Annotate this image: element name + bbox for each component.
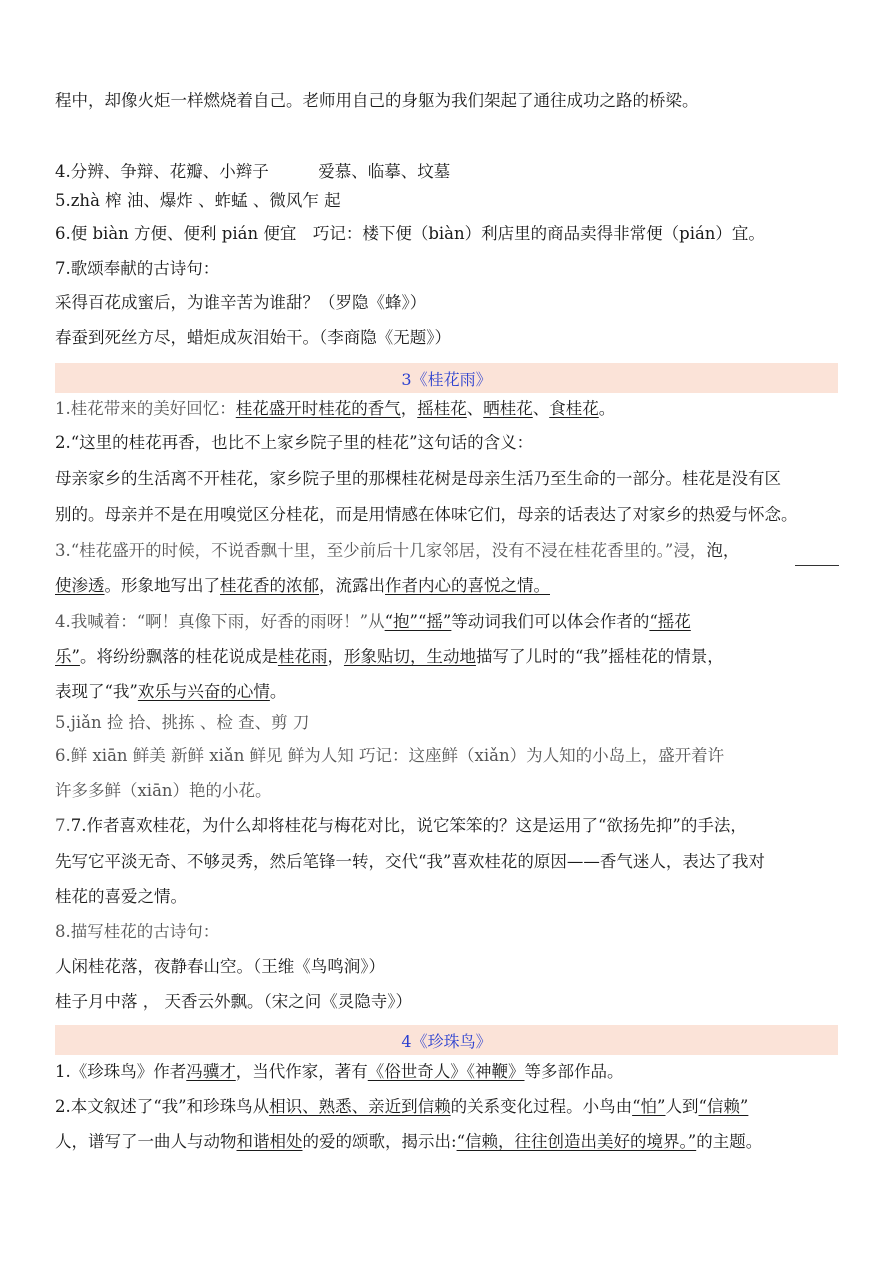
section-header-guihuayu: 3《桂花雨》 xyxy=(401,370,492,389)
text-line: 人，谱写了一曲人与动物和谐相处的爱的颂歌，揭示出:“信赖，往往创造出美好的境界。”的主题。 xyxy=(55,1132,763,1151)
text-line: 母亲家乡的生活离不开桂花，家乡院子里的那棵桂花树是母亲生活乃至生命的一部分。桂花是没有区 xyxy=(55,469,781,488)
text-line: 1.《珍珠鸟》作者冯骥才，当代作家，著有《俗世奇人》《神鞭》等多部作品。 xyxy=(55,1062,624,1081)
underline-mark xyxy=(795,565,839,566)
text-line: 5.jiǎn 捡 拾、挑拣 、检 查、剪 刀 xyxy=(55,713,310,732)
text-line: 春蚕到死丝方尽，蜡炬成灰泪始干。（李商隐《无题》） xyxy=(55,328,451,347)
text-line: 许多多鲜（xiān）艳的小花。 xyxy=(55,781,272,800)
text-line: 6.鲜 xiān 鲜美 新鲜 xiǎn 鲜见 鲜为人知 巧记：这座鲜（xiǎn）为人知的小岛上，盛开着许 xyxy=(55,746,725,765)
text-line: 乐”。将纷纷飘落的桂花说成是桂花雨，形象贴切，生动地描写了儿时的“我”摇桂花的情景， xyxy=(55,647,724,666)
text-line: 8.描写桂花的古诗句： xyxy=(55,922,220,941)
text-line: 使渗透。形象地写出了桂花香的浓郁，流露出作者内心的喜悦之情。 xyxy=(55,576,550,595)
text-line: 5.zhà 榨 油、爆炸 、蚱蜢 、微风乍 起 xyxy=(55,191,341,210)
section-header-zhenzhuniao: 4《珍珠鸟》 xyxy=(401,1032,492,1051)
text-line: 2.“这里的桂花再香，也比不上家乡院子里的桂花”这句话的含义： xyxy=(55,433,534,452)
text-line: 人闲桂花落，夜静春山空。（王维《鸟鸣涧》） xyxy=(55,957,385,976)
text-line: 表现了“我”欢乐与兴奋的心情。 xyxy=(55,682,287,701)
text-line: 别的。母亲并不是在用嗅觉区分桂花，而是用情感在体味它们，母亲的话表达了对家乡的热爱与怀念。 xyxy=(55,505,798,524)
text-line: 采得百花成蜜后，为谁辛苦为谁甜？（罗隐《蜂》） xyxy=(55,293,427,312)
text-line: 2.本文叙述了“我”和珍珠鸟从相识、熟悉、亲近到信赖的关系变化过程。小鸟由“怕”人到“信赖” xyxy=(55,1097,749,1116)
text-line: 7.7.作者喜欢桂花，为什么却将桂花与梅花对比，说它笨笨的？这是运用了“欲扬先抑”的手法， xyxy=(55,816,747,835)
text-line: 桂子月中落 ， 天香云外飘。（宋之问《灵隐寺》） xyxy=(55,992,412,1011)
text-line: 4.我喊着：“啊！真像下雨，好香的雨呀！”从“抱”“摇”等动词我们可以体会作者的“摇花 xyxy=(55,612,691,631)
text-line: 1.桂花带来的美好回忆：桂花盛开时桂花的香气，摇桂花、晒桂花、食桂花。 xyxy=(55,399,616,418)
text-line: 7.歌颂奉献的古诗句： xyxy=(55,259,220,278)
section-header-band xyxy=(55,1025,838,1055)
text-line: 先写它平淡无奇、不够灵秀，然后笔锋一转，交代“我”喜欢桂花的原因——香气迷人，表达了我对 xyxy=(55,852,765,871)
section-header-band xyxy=(55,363,838,393)
text-line: 3.“桂花盛开的时候，不说香飘十里，至少前后十几家邻居，没有不浸在桂花香里的。”浸，泡， xyxy=(55,541,740,560)
text-line: 桂花的喜爱之情。 xyxy=(55,887,187,906)
text-line: 程中，却像火炬一样燃烧着自己。老师用自己的身躯为我们架起了通往成功之路的桥梁。 xyxy=(55,91,699,110)
text-line: 6.便 biàn 方便、便利 pián 便宜 巧记：楼下便（biàn）利店里的商品卖得非常便（pián）宜。 xyxy=(55,224,765,243)
text-line: 4.分辨、争辩、花瓣、小辫子 爱慕、临摹、坟墓 xyxy=(55,162,451,181)
